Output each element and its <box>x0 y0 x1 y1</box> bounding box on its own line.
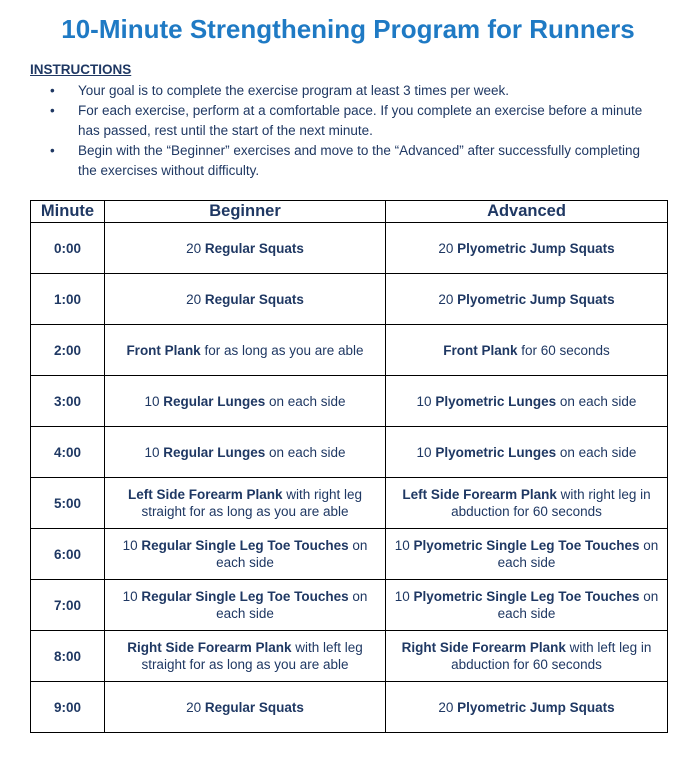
exercise-name: Plyometric Jump Squats <box>457 291 615 307</box>
beginner-cell <box>105 427 386 478</box>
exercise-detail: 20 <box>438 240 458 256</box>
advanced-cell <box>386 682 668 733</box>
table-body <box>31 223 668 733</box>
table-row <box>31 223 668 274</box>
advanced-cell <box>386 478 668 529</box>
exercise-detail: on each side <box>497 589 659 621</box>
exercise-name: Left Side Forearm Plank <box>402 487 557 502</box>
instructions-heading: INSTRUCTIONS <box>30 62 132 77</box>
header-beginner: Beginner <box>105 201 386 223</box>
exercise-name: Regular Squats <box>204 240 304 256</box>
table-row <box>31 682 668 733</box>
instruction-item <box>50 141 660 181</box>
exercise-detail: on each side <box>265 444 346 460</box>
exercise-table <box>30 200 668 733</box>
beginner-cell <box>105 223 386 274</box>
advanced-cell <box>386 223 668 274</box>
instruction-text: For each exercise, perform at a comfortable pace. If you complete an exercise before a minute has passed, rest until the start of the next minute. <box>78 103 643 138</box>
exercise-name: Regular Single Leg Toe Touches <box>141 589 349 604</box>
advanced-cell <box>386 529 668 580</box>
exercise-detail: 10 <box>122 589 142 604</box>
minute-cell: 6:00 <box>31 529 105 580</box>
exercise-detail: 10 <box>416 444 436 460</box>
minute-cell: 8:00 <box>31 631 105 682</box>
bullet-icon: • <box>50 83 55 98</box>
table-row <box>31 325 668 376</box>
bullet-icon: • <box>50 143 55 158</box>
table-row <box>31 580 668 631</box>
exercise-detail: 20 <box>186 699 205 715</box>
minute-cell: 7:00 <box>31 580 105 631</box>
minute-cell: 0:00 <box>31 223 105 274</box>
beginner-cell <box>105 325 386 376</box>
header-minute: Minute <box>31 201 105 223</box>
exercise-name: Plyometric Lunges <box>435 393 557 409</box>
beginner-cell <box>105 580 386 631</box>
exercise-detail: on each side <box>556 393 637 409</box>
advanced-cell <box>386 580 668 631</box>
table-row <box>31 631 668 682</box>
exercise-name: Plyometric Jump Squats <box>457 699 615 715</box>
exercise-detail: for as long as you are able <box>200 342 364 358</box>
exercise-name: Plyometric Lunges <box>435 444 557 460</box>
exercise-detail: on each side <box>216 589 368 621</box>
exercise-detail: 10 <box>144 444 164 460</box>
exercise-name: Regular Lunges <box>163 444 266 460</box>
exercise-name: Regular Lunges <box>163 393 266 409</box>
beginner-cell <box>105 682 386 733</box>
exercise-name: Left Side Forearm Plank <box>127 487 283 502</box>
exercise-detail: 10 <box>122 538 142 553</box>
minute-cell: 4:00 <box>31 427 105 478</box>
exercise-name: Plyometric Single Leg Toe Touches <box>413 538 640 553</box>
exercise-name: Right Side Forearm Plank <box>401 640 566 655</box>
exercise-name: Front Plank <box>126 342 201 358</box>
beginner-cell <box>105 274 386 325</box>
exercise-detail: with right leg straight for as long as you are able <box>141 487 363 519</box>
exercise-detail: with left leg straight for as long as you are able <box>141 640 363 672</box>
exercise-detail: on each side <box>556 444 637 460</box>
exercise-detail: 10 <box>144 393 164 409</box>
advanced-cell <box>386 427 668 478</box>
table-header-row <box>31 201 668 223</box>
exercise-name: Regular Squats <box>204 291 304 307</box>
instruction-item <box>50 81 660 101</box>
minute-cell: 1:00 <box>31 274 105 325</box>
table-row <box>31 274 668 325</box>
exercise-name: Plyometric Jump Squats <box>457 240 615 256</box>
minute-cell: 5:00 <box>31 478 105 529</box>
instruction-text: Begin with the “Beginner” exercises and move to the “Advanced” after successfully completing the exercises without difficulty. <box>78 143 641 178</box>
exercise-name: Right Side Forearm Plank <box>127 640 292 655</box>
instructions-list <box>50 81 660 181</box>
exercise-name: Front Plank <box>443 342 518 358</box>
exercise-detail: for 60 seconds <box>517 342 610 358</box>
beginner-cell <box>105 478 386 529</box>
table-row <box>31 478 668 529</box>
exercise-name: Regular Single Leg Toe Touches <box>141 538 349 553</box>
minute-cell: 9:00 <box>31 682 105 733</box>
exercise-detail: 20 <box>438 699 458 715</box>
beginner-cell <box>105 529 386 580</box>
exercise-detail: on each side <box>497 538 659 570</box>
exercise-detail: with right leg in abduction for 60 seconds <box>451 487 651 519</box>
exercise-name: Plyometric Single Leg Toe Touches <box>413 589 640 604</box>
table-row <box>31 427 668 478</box>
table-row <box>31 529 668 580</box>
minute-cell: 2:00 <box>31 325 105 376</box>
advanced-cell <box>386 376 668 427</box>
advanced-cell <box>386 631 668 682</box>
beginner-cell <box>105 631 386 682</box>
page-title: 10-Minute Strengthening Program for Runners <box>61 14 635 44</box>
exercise-detail: 20 <box>186 240 205 256</box>
instruction-item <box>50 101 660 141</box>
exercise-name: Regular Squats <box>204 699 304 715</box>
exercise-detail: 10 <box>394 589 414 604</box>
exercise-detail: on each side <box>265 393 346 409</box>
header-advanced: Advanced <box>386 201 668 223</box>
exercise-detail: 20 <box>186 291 205 307</box>
exercise-detail: 10 <box>416 393 436 409</box>
exercise-detail: with left leg in abduction for 60 seconds <box>451 640 652 672</box>
table-row <box>31 376 668 427</box>
minute-cell: 3:00 <box>31 376 105 427</box>
advanced-cell <box>386 325 668 376</box>
instruction-text: Your goal is to complete the exercise program at least 3 times per week. <box>78 83 509 98</box>
exercise-detail: 20 <box>438 291 458 307</box>
bullet-icon: • <box>50 103 55 118</box>
beginner-cell <box>105 376 386 427</box>
exercise-detail: on each side <box>216 538 368 570</box>
exercise-detail: 10 <box>394 538 414 553</box>
advanced-cell <box>386 274 668 325</box>
